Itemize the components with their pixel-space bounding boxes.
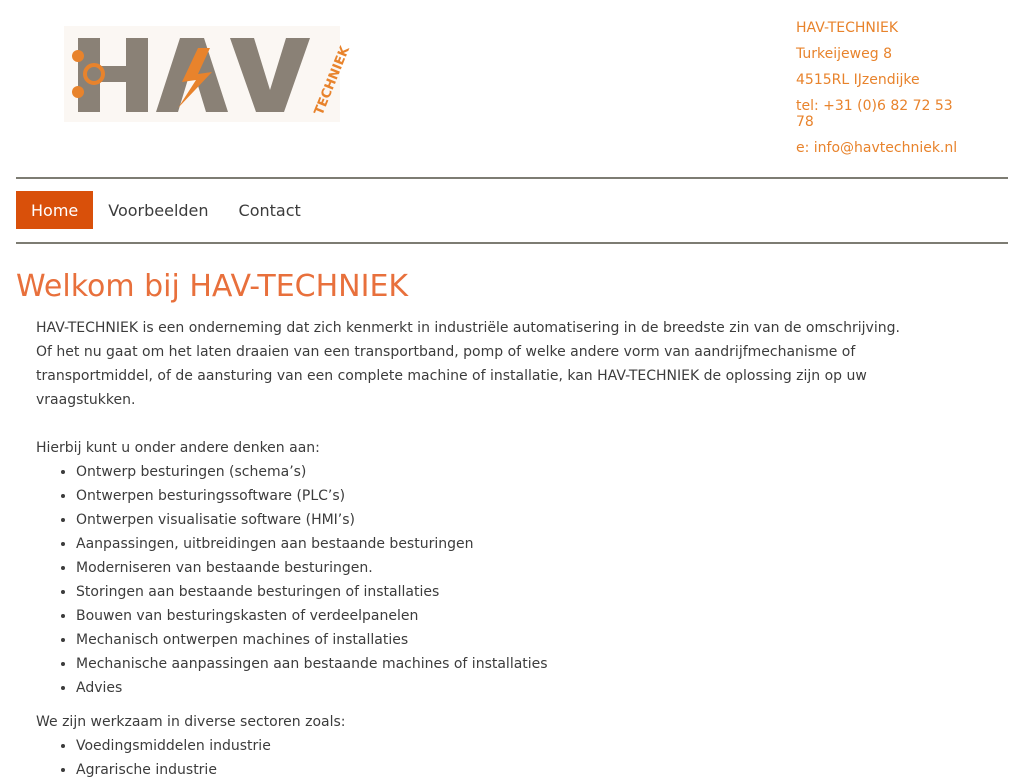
list-item: • Ontwerp besturingen (schema’s) (76, 460, 916, 484)
sectors-intro: We zijn werkzaam in diverse sectoren zoals: (36, 714, 346, 730)
site-header (0, 0, 1024, 178)
contact-info (796, 18, 966, 156)
phone-number: tel: +31 (0)6 82 72 53 78 (796, 98, 953, 130)
article-body (16, 312, 916, 782)
nav-item-home[interactable]: Home (16, 191, 93, 229)
street-address: Turkeijeweg 8 (796, 46, 892, 62)
list-item: • Ontwerpen besturingssoftware (PLC’s) (76, 484, 916, 508)
list-item: • Mechanische aanpassingen aan bestaande machines of installaties (76, 652, 916, 676)
paragraph-spacer (36, 412, 916, 436)
list-item: • Agrarische industrie (76, 758, 916, 782)
list-item: • Aanpassingen, uitbreidingen aan bestaande besturingen (76, 532, 916, 556)
company-name: HAV-TECHNIEK (796, 20, 899, 36)
list-item: • Advies (76, 676, 916, 700)
list-item: • Voedingsmiddelen industrie (76, 734, 916, 758)
intro-paragraph: HAV-TECHNIEK is een onderneming dat zich kenmerkt in industriële automatisering in de breedste zin van de omschrijving. Of het nu gaat om het laten draaien van een transportband, pomp of welke andere vorm van aandrijfmechanisme of transportmiddel, of de aansturing van een complete machine of installatie, kan HAV-TECHNIEK de oplossing zijn op uw vraagstukken. (36, 320, 900, 408)
nav-bottom-divider (16, 242, 1008, 244)
list-item: • Moderniseren van bestaande besturingen. (76, 556, 916, 580)
list-item: • Ontwerpen visualisatie software (HMI’s) (76, 508, 916, 532)
services-intro: Hierbij kunt u onder andere denken aan: (36, 440, 320, 456)
email-link[interactable]: e: info@havtechniek.nl (796, 140, 958, 156)
nav-item-contact[interactable]: Contact (238, 200, 301, 220)
logo-subtext: TECHNIEK (311, 44, 353, 118)
sectors-list (36, 734, 916, 782)
hav-techniek-logo (64, 26, 353, 122)
services-list (36, 460, 916, 700)
postal-city: 4515RL IJzendijke (796, 72, 920, 88)
page-title: Welkom bij HAV-TECHNIEK (16, 269, 409, 304)
main-content (16, 262, 1008, 778)
list-item: • Storingen aan bestaande besturingen of installaties (76, 580, 916, 604)
list-item: • Bouwen van besturingskasten of verdeelpanelen (76, 604, 916, 628)
nav-top-divider (16, 177, 1008, 179)
main-nav (16, 191, 316, 229)
site-logo[interactable] (64, 26, 353, 122)
list-item: • Mechanisch ontwerpen machines of installaties (76, 628, 916, 652)
nav-item-voorbeelden[interactable]: Voorbeelden (108, 200, 209, 220)
